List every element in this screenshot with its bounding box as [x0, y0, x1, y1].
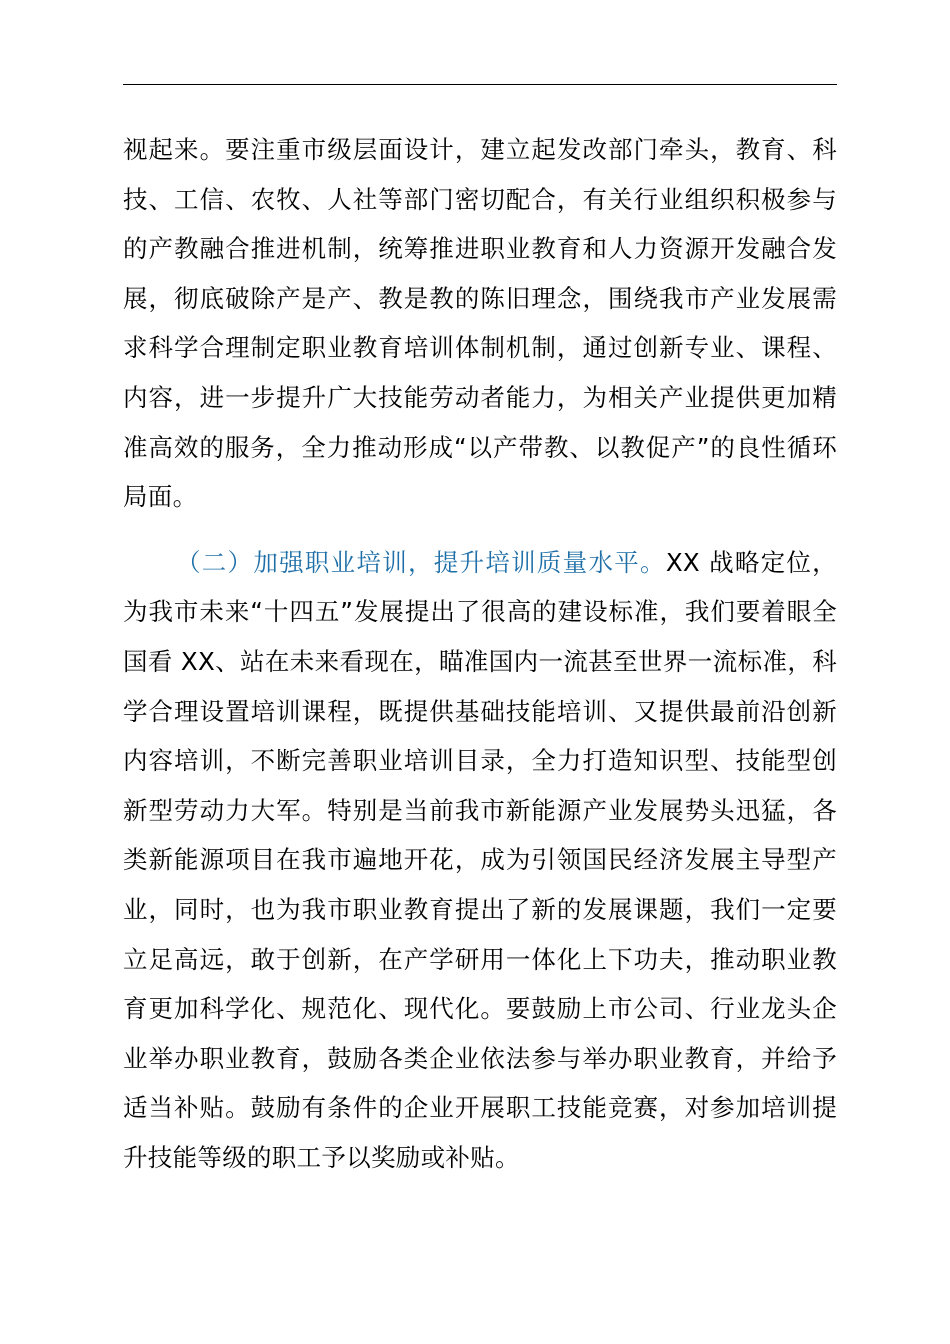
document-body — [123, 125, 837, 1182]
paragraph-section-2 — [123, 538, 837, 1183]
section-body: XX 战略定位，为我市未来“十四五”发展提出了很高的建设标准，我们要着眼全国看 XX、站在未来看现在，瞄准国内一流甚至世界一流标准，科学合理设置培训课程，既提供基础技能培训、又提供最前沿创新内容培训，不断完善职业培训目录，全力打造知识型、技能型创新型劳动力大军。特别是当前我市新能源产业发展势头迅猛，各类新能源项目在我市遍地开花，成为引领国民经济发展主导型产业，同时，也为我市职业教育提出了新的发展课题，我们一定要立足高远，敢于创新，在产学研用一体化上下功夫，推动职业教育更加科学化、规范化、现代化。要鼓励上市公司、行业龙头企业举办职业教育，鼓励各类企业依法参与举办职业教育，并给予适当补贴。鼓励有条件的企业开展职工技能竞赛，对参加培训提升技能等级的职工予以奖励或补贴。 — [123, 547, 837, 1172]
header-rule — [123, 84, 837, 85]
section-heading: （二）加强职业培训，提升培训质量水平。 — [176, 547, 666, 577]
paragraph-continuation: 视起来。要注重市级层面设计，建立起发改部门牵头，教育、科技、工信、农牧、人社等部门密切配合，有关行业组织积极参与的产教融合推进机制，统筹推进职业教育和人力资源开发融合发展，彻底破除产是产、教是教的陈旧理念，围绕我市产业发展需求科学合理制定职业教育培训体制机制，通过创新专业、课程、内容，进一步提升广大技能劳动者能力，为相关产业提供更加精准高效的服务，全力推动形成“以产带教、以教促产”的良性循环局面。 — [123, 135, 837, 512]
